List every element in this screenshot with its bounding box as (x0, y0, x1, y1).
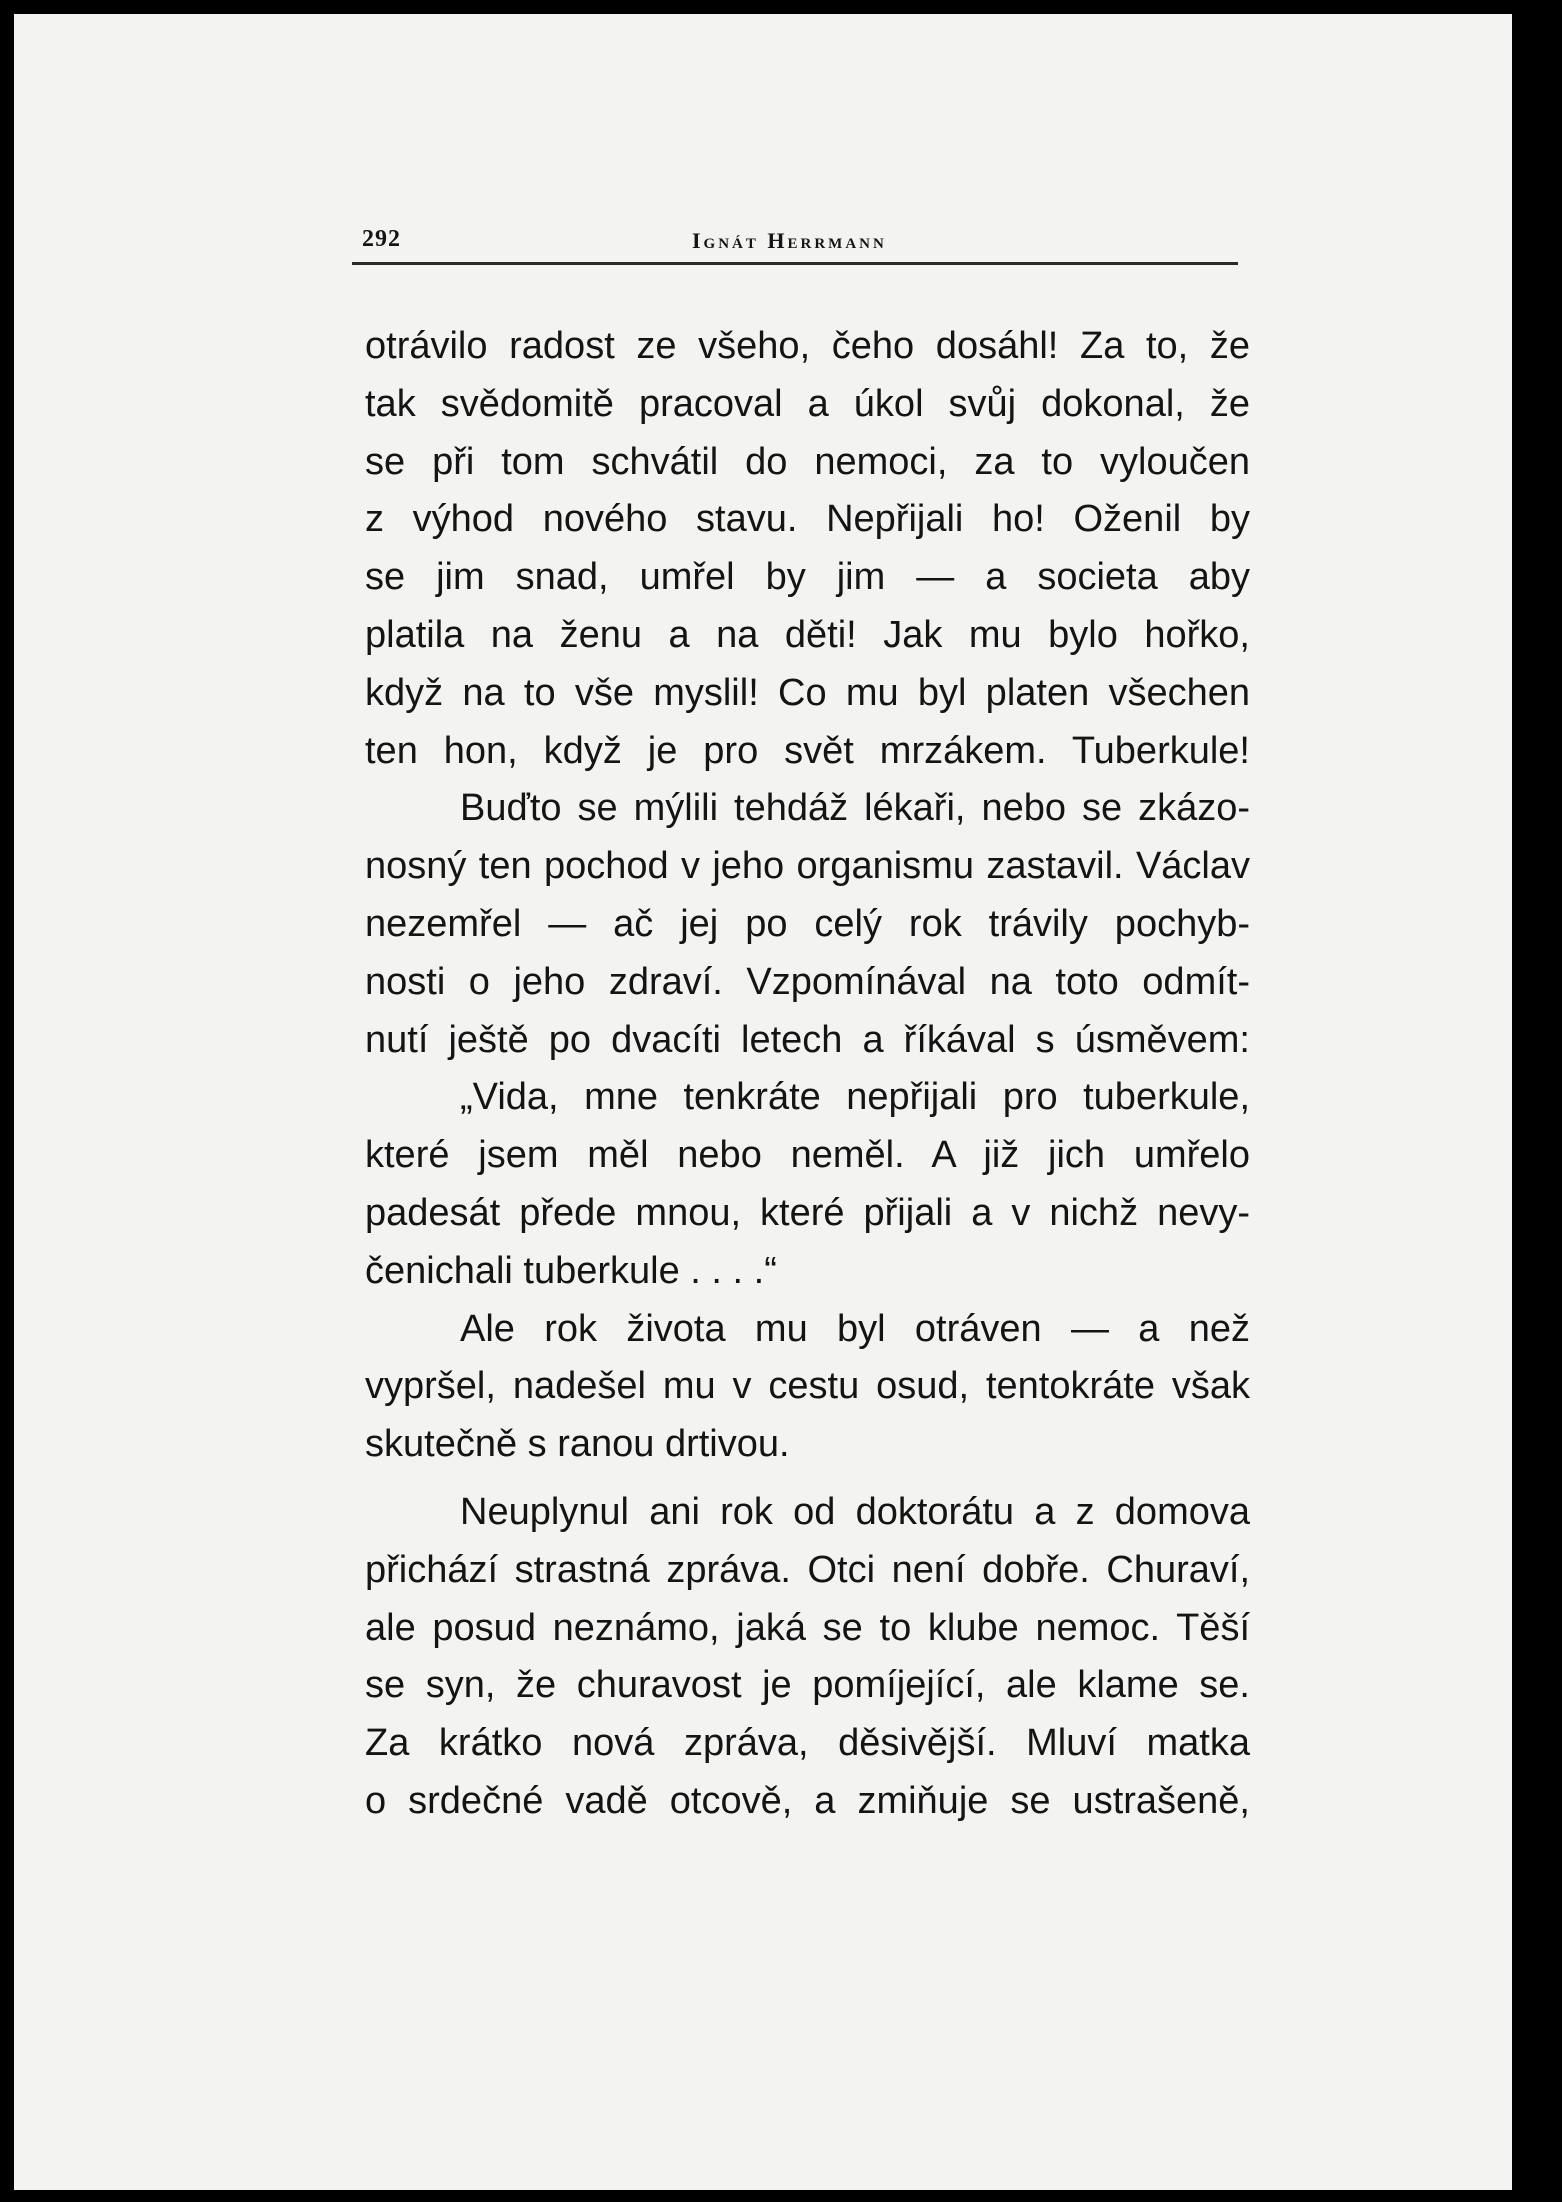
text-line: se jim snad, umřel by jim — a societa aby (365, 556, 1250, 599)
text-line: z výhod nového stavu. Nepřijali ho! Oženil by (365, 498, 1250, 541)
paragraph-1 (365, 318, 1250, 780)
running-head: Ignát Herrmann (692, 228, 887, 253)
text-line: čenichali tuberkule . . . .“ (365, 1249, 777, 1292)
paragraph-4 (365, 1301, 1250, 1474)
page-number: 292 (362, 226, 401, 252)
paragraph-3-quote (365, 1069, 1250, 1300)
text-line: Neuplynul ani rok od doktorátu a z domova (460, 1490, 1250, 1533)
text-line: skutečně s ranou drtivou. (365, 1423, 790, 1466)
text-line: platila na ženu a na děti! Jak mu bylo hořko, (365, 613, 1250, 656)
text-line: nosný ten pochod v jeho organismu zastavil. Václav (365, 845, 1250, 888)
paragraph-2 (365, 780, 1250, 1069)
text-line: tak svědomitě pracoval a úkol svůj dokonal, že (365, 382, 1250, 425)
text-line: o srdečné vadě otcově, a zmiňuje se ustrašeně, (365, 1779, 1250, 1822)
text-line: se při tom schvátil do nemoci, za to vyloučen (365, 440, 1250, 483)
text-line: Buďto se mýlili tehdáž lékaři, nebo se zkázo- (460, 787, 1250, 830)
text-line: padesát přede mnou, které přijali a v nichž nevy- (365, 1191, 1250, 1234)
text-line: nutí ještě po dvacíti letech a říkával s úsměvem: (365, 1018, 1250, 1061)
text-line: když na to vše myslil! Co mu byl platen všechen (365, 671, 1250, 714)
text-line: vypršel, nadešel mu v cestu osud, tentokráte však (365, 1365, 1250, 1408)
text-line: nosti o jeho zdraví. Vzpomínával na toto odmít- (365, 960, 1250, 1003)
text-line: se syn, že churavost je pomíjející, ale klame se. (365, 1664, 1250, 1707)
text-line: otrávilo radost ze všeho, čeho dosáhl! Za to, že (365, 325, 1250, 367)
text-line: ale posud neznámo, jaká se to klube nemoc. Těší (365, 1606, 1250, 1649)
text-line: Ale rok života mu byl otráven — a než (460, 1307, 1250, 1350)
text-line: „Vida, mne tenkráte nepřijali pro tuberkule, (460, 1076, 1250, 1119)
text-line: přichází strastná zpráva. Otci není dobře. Churaví, (365, 1548, 1250, 1591)
text-line: nezemřel — ač jej po celý rok trávily pochyb- (365, 902, 1250, 945)
page-header (352, 222, 1238, 265)
text-line: ten hon, když je pro svět mrzákem. Tuberkule! (365, 729, 1250, 772)
body-text (365, 318, 1250, 1831)
text-line: Za krátko nová zpráva, děsivější. Mluví matka (365, 1722, 1250, 1765)
text-line: které jsem měl nebo neměl. A již jich umřelo (365, 1134, 1250, 1177)
paragraph-5 (365, 1484, 1250, 1831)
